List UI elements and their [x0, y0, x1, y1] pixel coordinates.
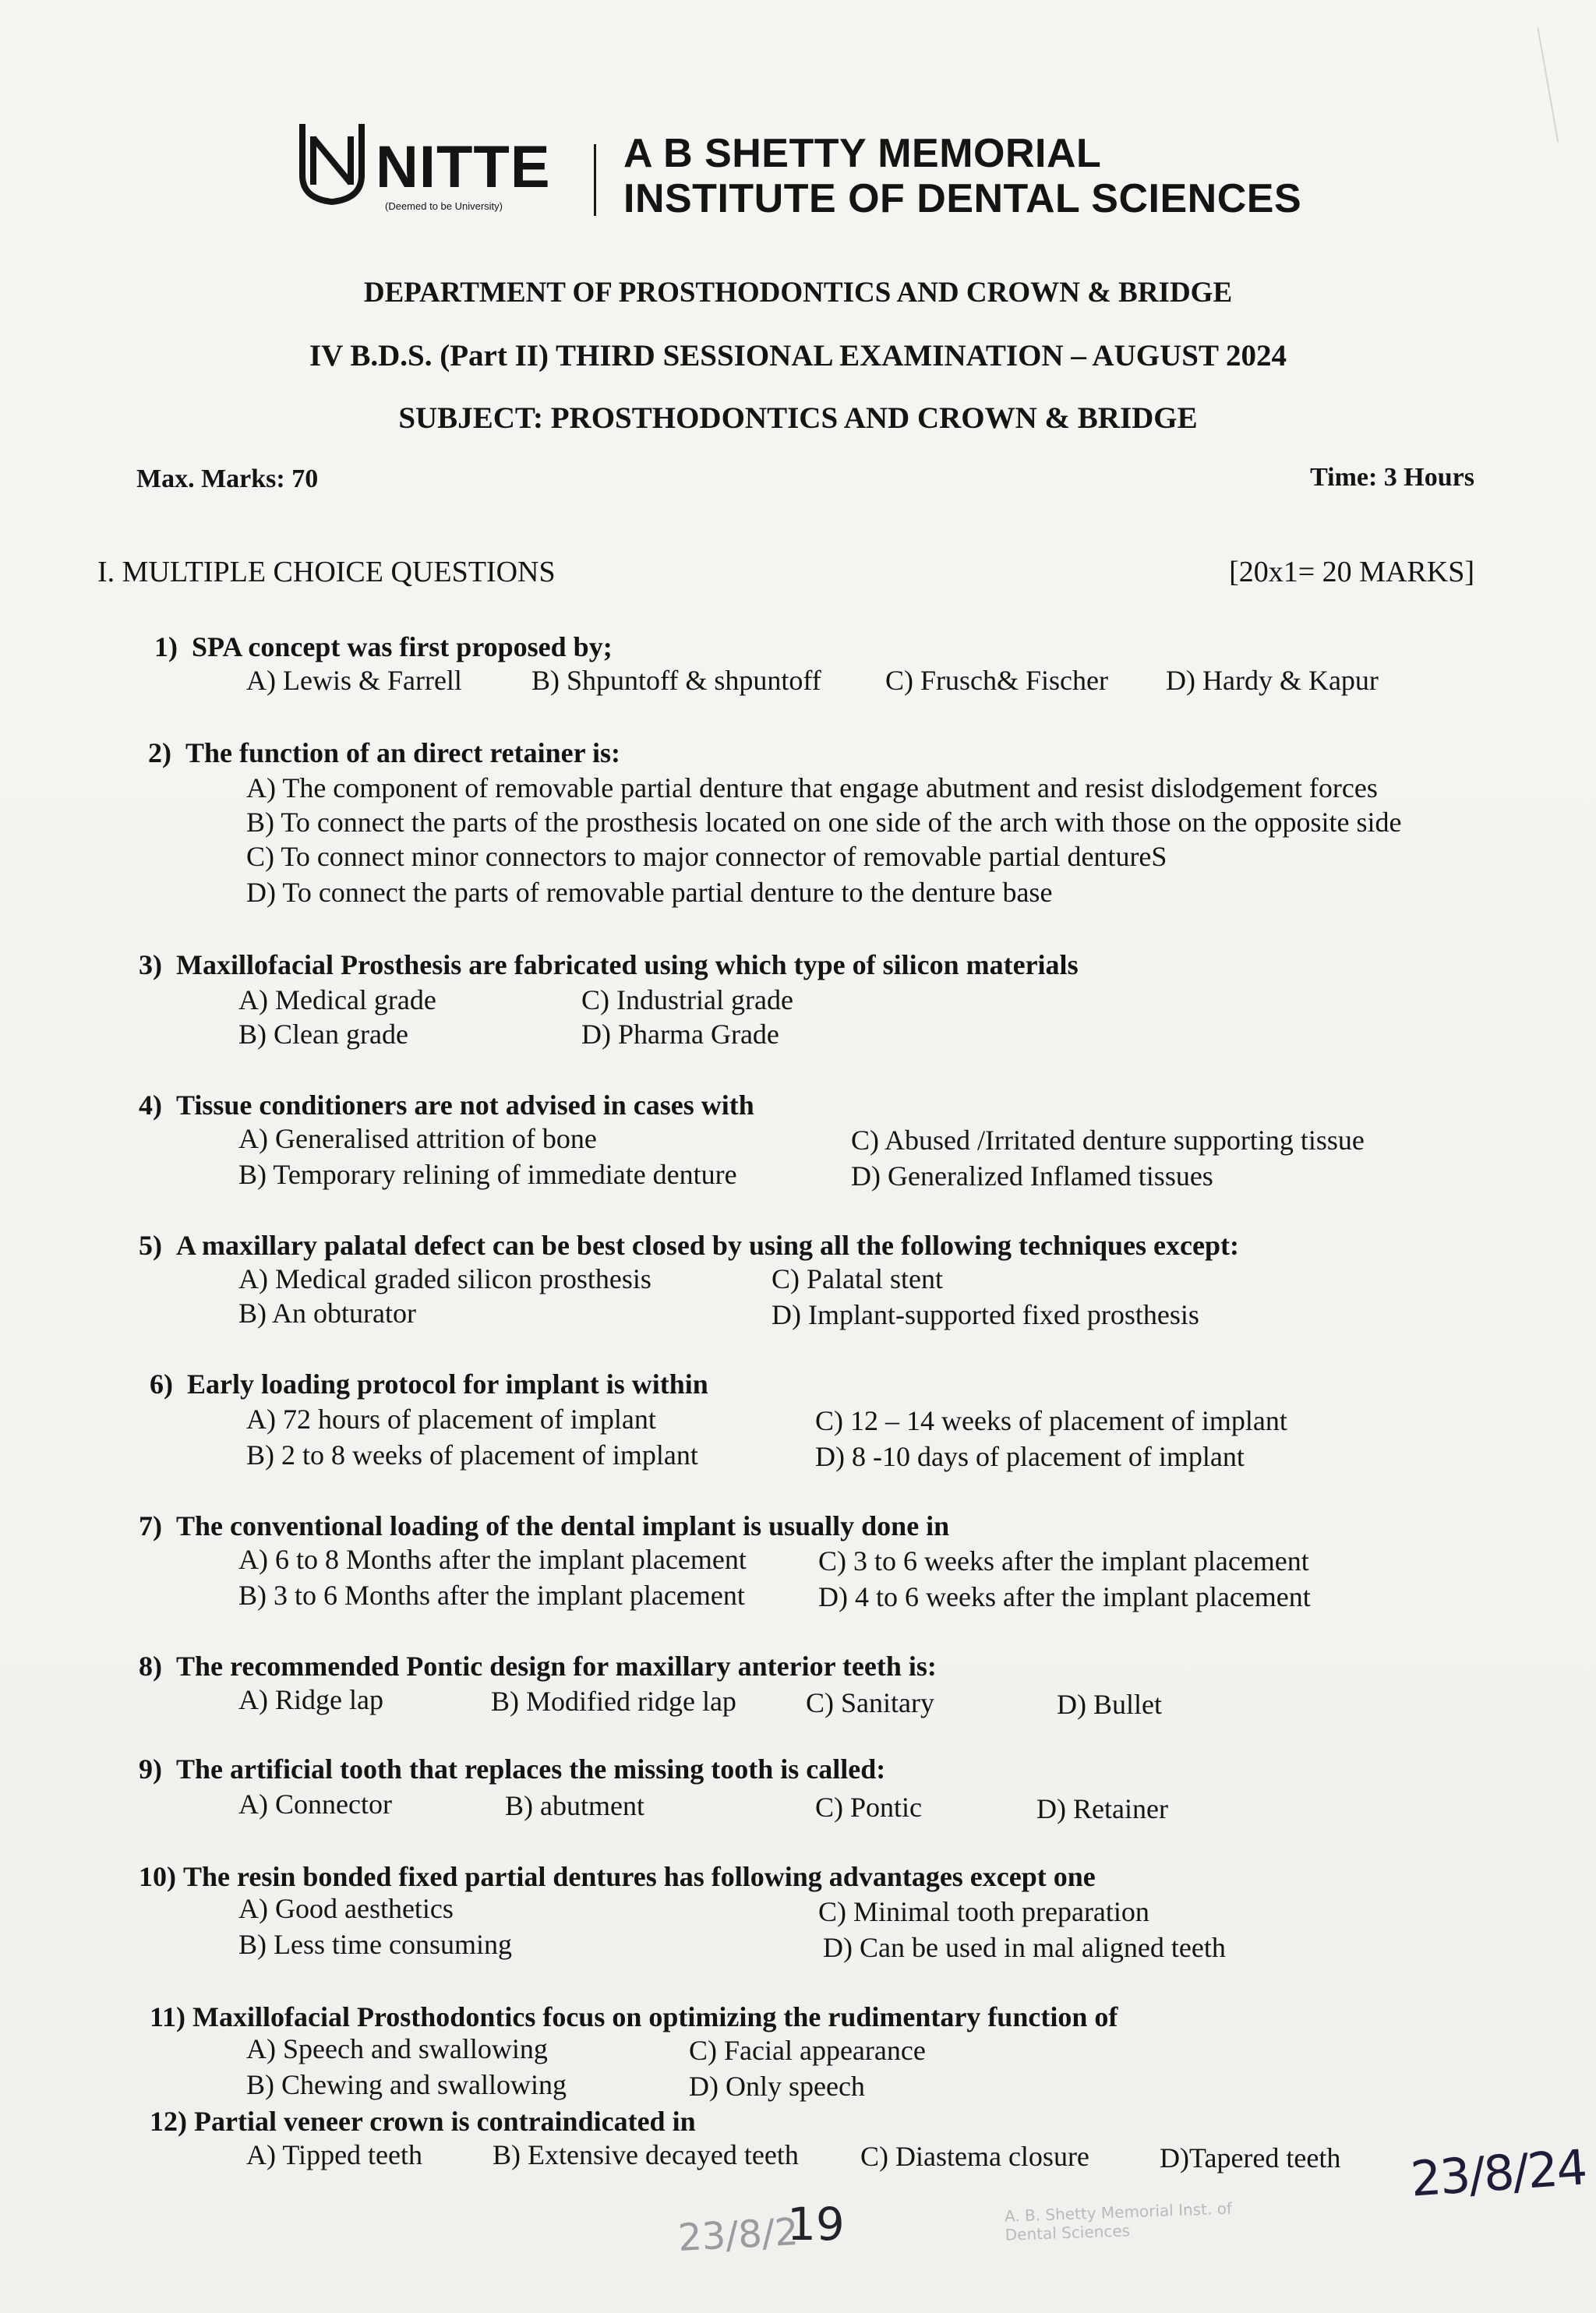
- question-number: 1): [154, 631, 178, 662]
- institute-name: [623, 131, 1301, 221]
- institute-line-2: INSTITUTE OF DENTAL SCIENCES: [623, 176, 1302, 221]
- option: A) Good aesthetics: [238, 1893, 454, 1924]
- option: B) To connect the parts of the prosthesis located on one side of the arch with those on the opposite side: [246, 807, 1402, 838]
- option: B) Modified ridge lap: [491, 1686, 736, 1717]
- logo-wordmark: NITTE: [376, 134, 551, 200]
- option: C) Diastema closure: [860, 2141, 1089, 2172]
- question-8: [139, 1649, 937, 1684]
- option: C) Frusch& Fischer: [885, 665, 1108, 696]
- option: C) 3 to 6 weeks after the implant placement: [818, 1545, 1309, 1577]
- library-stamp: A. B. Shetty Memorial Inst. of Dental Sciences: [1004, 2198, 1233, 2244]
- question-5: [139, 1228, 1239, 1263]
- question-4: [139, 1088, 754, 1123]
- option: B) An obturator: [238, 1298, 416, 1329]
- question-number: 5): [139, 1230, 162, 1261]
- question-1: [154, 630, 613, 665]
- option: D) Can be used in mal aligned teeth: [823, 1932, 1226, 1963]
- question-10: [139, 1859, 1096, 1895]
- question-12: [150, 2104, 696, 2139]
- option: C) Abused /Irritated denture supporting tissue: [851, 1125, 1365, 1156]
- logo-divider: [594, 144, 596, 216]
- question-number: 8): [139, 1651, 162, 1682]
- question-2: [148, 736, 620, 771]
- exam-heading: IV B.D.S. (Part II) THIRD SESSIONAL EXAMINATION – AUGUST 2024: [309, 339, 1287, 373]
- option: A) Lewis & Farrell: [246, 665, 462, 696]
- question-number: 6): [150, 1368, 173, 1400]
- question-text: Early loading protocol for implant is within: [187, 1368, 708, 1400]
- option: C) Pontic: [815, 1792, 923, 1823]
- institute-line-1: A B SHETTY MEMORIAL: [623, 131, 1102, 176]
- question-3: [139, 948, 1079, 983]
- question-text: Maxillofacial Prosthesis are fabricated using which type of silicon materials: [176, 949, 1079, 980]
- question-text: SPA concept was first proposed by;: [192, 631, 613, 662]
- option: D) Implant-supported fixed prosthesis: [772, 1299, 1199, 1330]
- option: A) Medical grade: [238, 984, 436, 1015]
- logo-tagline: (Deemed to be University): [385, 200, 503, 212]
- question-number: 4): [139, 1089, 162, 1121]
- option: A) Medical graded silicon prosthesis: [238, 1263, 651, 1294]
- option: A) 72 hours of placement of implant: [246, 1404, 656, 1435]
- question-text: The conventional loading of the dental implant is usually done in: [176, 1510, 950, 1541]
- option: B) Shpuntoff & shpuntoff: [531, 665, 821, 696]
- question-6: [150, 1367, 708, 1402]
- option: D) Hardy & Kapur: [1166, 665, 1379, 696]
- question-text: Tissue conditioners are not advised in cases with: [176, 1089, 754, 1121]
- nitte-emblem-icon: [296, 121, 368, 205]
- option: B) Clean grade: [238, 1019, 408, 1050]
- subject-heading: SUBJECT: PROSTHODONTICS AND CROWN & BRIDGE: [398, 401, 1198, 435]
- question-number: 7): [139, 1510, 162, 1541]
- option: B) 3 to 6 Months after the implant placement: [238, 1580, 745, 1611]
- question-text: The resin bonded fixed partial dentures has following advantages except one: [183, 1861, 1096, 1892]
- option: D) Pharma Grade: [581, 1019, 779, 1050]
- page-corner-mark: [1537, 21, 1596, 143]
- question-text: Partial veneer crown is contraindicated in: [194, 2106, 696, 2137]
- option: C) Minimal tooth preparation: [818, 1896, 1149, 1927]
- option: C) 12 – 14 weeks of placement of implant: [815, 1405, 1287, 1436]
- handwritten-mark: 19: [787, 2198, 845, 2251]
- question-number: 9): [139, 1753, 162, 1785]
- option: D) To connect the parts of removable partial denture to the denture base: [246, 877, 1053, 908]
- option: B) Temporary relining of immediate denture: [238, 1159, 737, 1190]
- question-9: [139, 1752, 885, 1787]
- option: B) Less time consuming: [238, 1929, 512, 1960]
- section-marks: [20x1= 20 MARKS]: [1229, 556, 1474, 588]
- option: A) Ridge lap: [238, 1684, 383, 1715]
- question-text: The artificial tooth that replaces the missing tooth is called:: [176, 1753, 886, 1785]
- option: C) To connect minor connectors to major connector of removable partial dentureS: [246, 841, 1167, 872]
- question-number: 11): [150, 2001, 186, 2032]
- question-number: 12): [150, 2106, 187, 2137]
- option: B) 2 to 8 weeks of placement of implant: [246, 1439, 698, 1471]
- faint-handwritten-date: 23/8/2: [676, 2209, 800, 2261]
- max-marks: Max. Marks: 70: [136, 464, 319, 493]
- option: C) Facial appearance: [689, 2035, 926, 2066]
- question-text: The recommended Pontic design for maxillary anterior teeth is:: [176, 1651, 937, 1682]
- option: C) Industrial grade: [581, 984, 793, 1015]
- option: D) 8 -10 days of placement of implant: [815, 1441, 1245, 1472]
- option: B) Chewing and swallowing: [246, 2069, 567, 2100]
- question-text: A maxillary palatal defect can be best closed by using all the following techniques except:: [176, 1230, 1239, 1261]
- question-11: [150, 2000, 1118, 2035]
- option: A) Speech and swallowing: [246, 2033, 548, 2064]
- option: D) Retainer: [1036, 1793, 1168, 1824]
- option: A) 6 to 8 Months after the implant placement: [238, 1544, 747, 1575]
- option: D) Only speech: [689, 2071, 865, 2102]
- question-number: 2): [148, 737, 171, 768]
- option: D)Tapered teeth: [1160, 2142, 1341, 2174]
- option: C) Sanitary: [806, 1687, 934, 1718]
- section-title: I. MULTIPLE CHOICE QUESTIONS: [97, 556, 556, 588]
- option: B) abutment: [505, 1790, 644, 1821]
- nitte-logo: [296, 121, 551, 212]
- option: D) Generalized Inflamed tissues: [851, 1160, 1213, 1192]
- question-number: 10): [139, 1861, 176, 1892]
- option: A) The component of removable partial denture that engage abutment and resist dislodgement forces: [246, 772, 1378, 803]
- question-7: [139, 1509, 949, 1544]
- question-number: 3): [139, 949, 162, 980]
- option: D) Bullet: [1057, 1689, 1162, 1720]
- option: C) Palatal stent: [772, 1263, 943, 1294]
- option: A) Generalised attrition of bone: [238, 1123, 597, 1154]
- option: A) Connector: [238, 1789, 392, 1820]
- exam-time: Time: 3 Hours: [1310, 463, 1474, 492]
- handwritten-date: 23/8/24: [1408, 2138, 1588, 2208]
- department-heading: DEPARTMENT OF PROSTHODONTICS AND CROWN & BRIDGE: [363, 277, 1233, 309]
- question-text: The function of an direct retainer is:: [185, 737, 620, 768]
- option: D) 4 to 6 weeks after the implant placement: [818, 1581, 1311, 1612]
- option: A) Tipped teeth: [246, 2139, 423, 2170]
- option: B) Extensive decayed teeth: [493, 2139, 799, 2170]
- question-text: Maxillofacial Prosthodontics focus on optimizing the rudimentary function of: [192, 2001, 1118, 2032]
